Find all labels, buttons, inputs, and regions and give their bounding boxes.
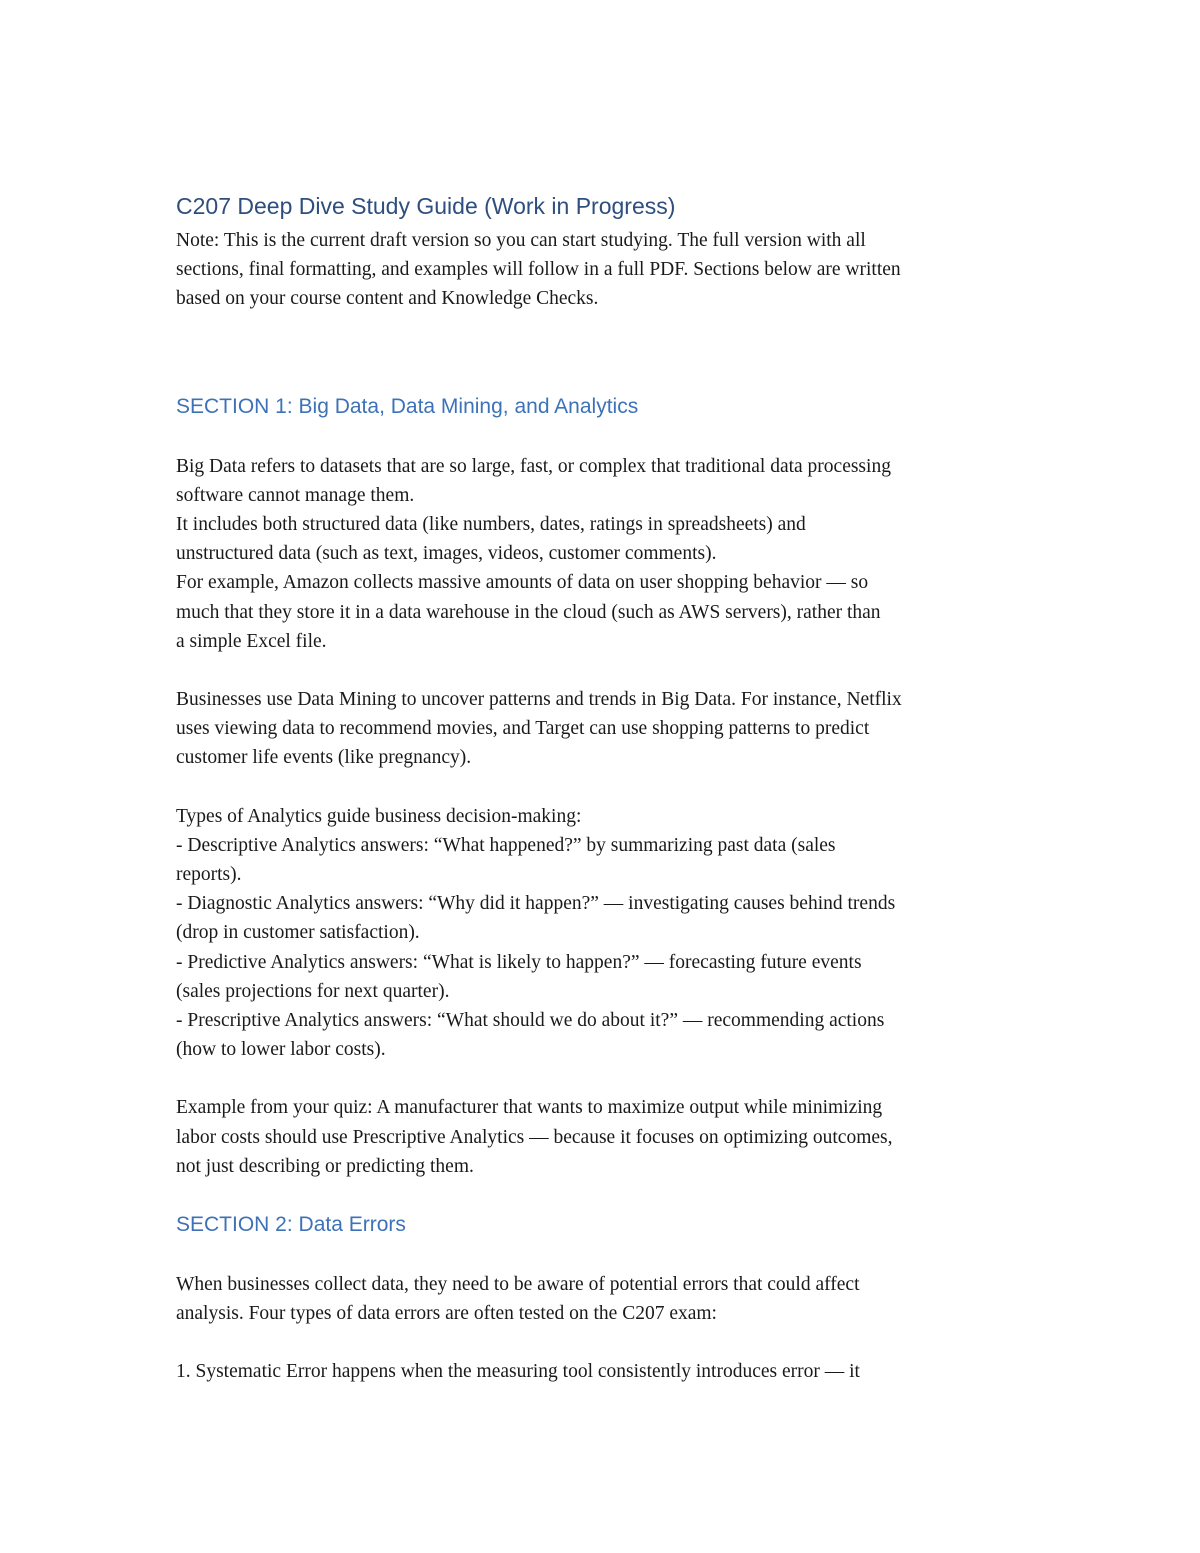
analytics-list-item: (how to lower labor costs). (176, 1039, 386, 1061)
paragraph-line: much that they store it in a data warehouse in the cloud (such as AWS servers), rather than (176, 601, 881, 623)
page-title: C207 Deep Dive Study Guide (Work in Progress) (176, 193, 676, 219)
data-mining-paragraph (176, 685, 1036, 773)
paragraph-line: customer life events (like pregnancy). (176, 747, 472, 769)
note-line: Note: This is the current draft version so you can start studying. The full version with all (176, 230, 866, 251)
draft-note (176, 226, 1036, 314)
paragraph-line: 1. Systematic Error happens when the measuring tool consistently introduces error — it (176, 1361, 860, 1383)
analytics-list-item: - Predictive Analytics answers: “What is likely to happen?” — forecasting future events (176, 951, 862, 973)
paragraph-line: Example from your quiz: A manufacturer that wants to maximize output while minimizing (176, 1097, 883, 1119)
paragraph-line: not just describing or predicting them. (176, 1155, 474, 1177)
analytics-list-item: (sales projections for next quarter). (176, 980, 450, 1002)
quiz-example-paragraph (176, 1093, 1036, 1181)
note-line: based on your course content and Knowledge Checks. (176, 288, 599, 310)
paragraph-line: Businesses use Data Mining to uncover patterns and trends in Big Data. For instance, Netflix (176, 689, 902, 711)
paragraph-line: labor costs should use Prescriptive Analytics — because it focuses on optimizing outcomes, (176, 1126, 893, 1148)
paragraph-line: unstructured data (such as text, images, videos, customer comments). (176, 543, 717, 565)
paragraph-line: Big Data refers to datasets that are so large, fast, or complex that traditional data processing (176, 455, 891, 477)
data-errors-intro-paragraph (176, 1270, 1036, 1328)
document-content (176, 190, 1036, 1387)
analytics-list-item: - Descriptive Analytics answers: “What happened?” by summarizing past data (sales (176, 834, 836, 856)
analytics-types-paragraph (176, 802, 1036, 1065)
paragraph-line: software cannot manage them. (176, 484, 415, 506)
paragraph-line: uses viewing data to recommend movies, and Target can use shopping patterns to predict (176, 718, 870, 740)
analytics-list-item: (drop in customer satisfaction). (176, 922, 420, 944)
paragraph-line: For example, Amazon collects massive amounts of data on user shopping behavior — so (176, 572, 869, 594)
paragraph-line: analysis. Four types of data errors are often tested on the C207 exam: (176, 1303, 717, 1325)
big-data-paragraph (176, 452, 1036, 656)
note-line: sections, final formatting, and examples will follow in a full PDF. Sections below are written (176, 259, 901, 281)
paragraph-line: a simple Excel file. (176, 630, 327, 652)
section-2-heading: SECTION 2: Data Errors (176, 1213, 406, 1237)
section-1-heading: SECTION 1: Big Data, Data Mining, and Analytics (176, 394, 639, 418)
paragraph-line: It includes both structured data (like numbers, dates, ratings in spreadsheets) and (176, 514, 806, 536)
analytics-list-item: - Diagnostic Analytics answers: “Why did it happen?” — investigating causes behind trends (176, 893, 896, 915)
paragraph-line: When businesses collect data, they need to be aware of potential errors that could affect (176, 1274, 860, 1296)
paragraph-line: Types of Analytics guide business decision-making: (176, 805, 582, 827)
systematic-error-paragraph (176, 1357, 1036, 1386)
analytics-list-item: reports). (176, 864, 242, 886)
analytics-list-item: - Prescriptive Analytics answers: “What should we do about it?” — recommending actions (176, 1010, 885, 1032)
